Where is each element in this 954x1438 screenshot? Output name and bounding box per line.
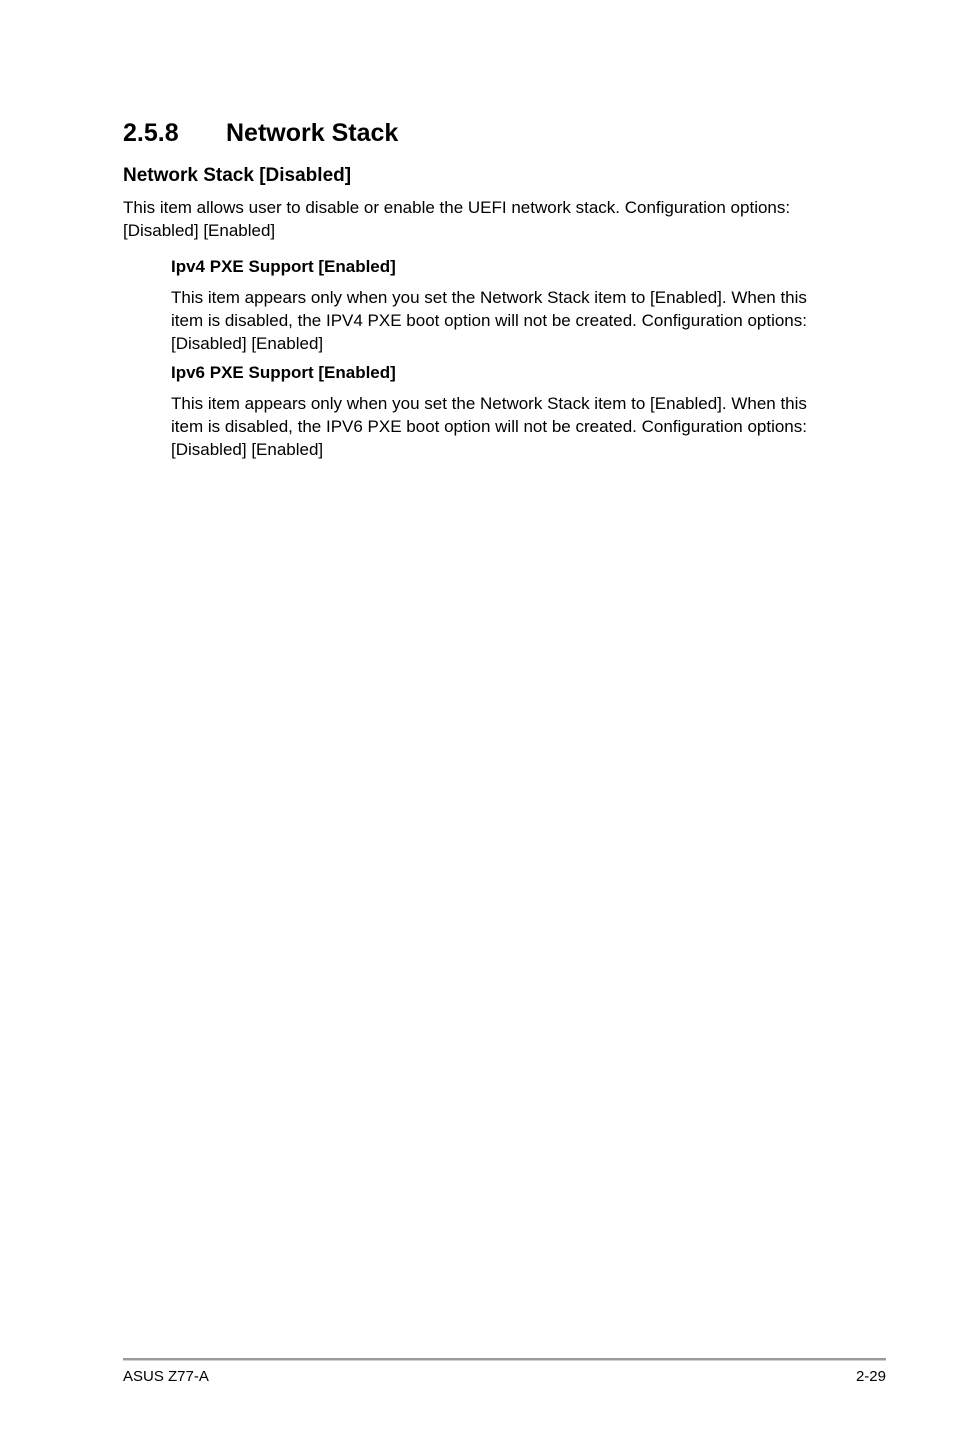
- ipv4-pxe-support-title: Ipv4 PXE Support [Enabled]: [171, 257, 396, 276]
- footer-divider: [123, 1358, 886, 1361]
- ipv6-pxe-support-title: Ipv6 PXE Support [Enabled]: [171, 363, 396, 382]
- ipv4-pxe-support-description: This item appears only when you set the Network Stack item to [Enabled]. When this item is disabled, the IPV4 PXE boot option will not be created. Configuration options: [Disabled] [Enabled]: [171, 288, 807, 353]
- footer-product-name: ASUS Z77-A: [123, 1368, 209, 1385]
- ipv6-pxe-support-description: This item appears only when you set the Network Stack item to [Enabled]. When this item is disabled, the IPV6 PXE boot option will not be created. Configuration options: [Disabled] [Enabled]: [171, 394, 807, 459]
- footer-page-number: 2-29: [855, 1368, 886, 1385]
- section-title: Network Stack: [226, 119, 399, 147]
- section-number: 2.5.8: [123, 119, 179, 147]
- network-stack-item-title: Network Stack [Disabled]: [123, 165, 352, 186]
- section-heading: [123, 117, 398, 149]
- network-stack-description: This item allows user to disable or enable the UEFI network stack. Configuration options: [Disabled] [Enabled]: [123, 198, 791, 240]
